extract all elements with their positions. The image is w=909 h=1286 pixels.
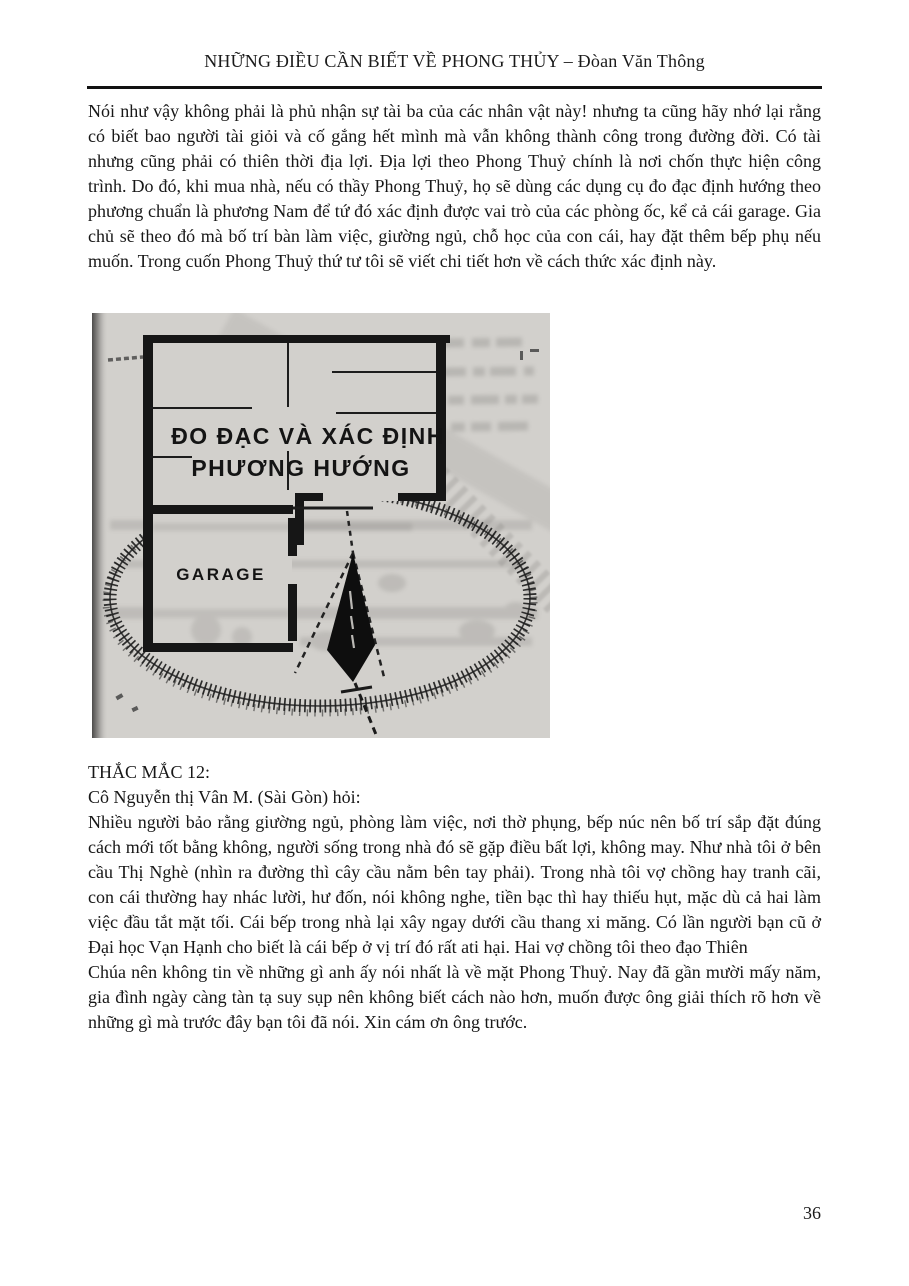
question-asker: Cô Nguyễn thị Vân M. (Sài Gòn) hỏi: xyxy=(88,787,361,807)
figure-title-line1: ĐO ĐẠC VÀ XÁC ĐỊNH xyxy=(171,423,445,449)
question-section xyxy=(88,760,821,1035)
figure-title-line2: PHƯƠNG HƯỚNG xyxy=(191,455,411,481)
question-heading: THẮC MẮC 12: xyxy=(88,762,211,782)
floorplan-compass-illustration xyxy=(92,313,550,738)
page-header-title: NHỮNG ĐIỀU CẦN BIẾT VỀ PHONG THỦY – Đòan Văn Thông xyxy=(204,51,705,71)
book-gutter-shadow xyxy=(92,313,108,738)
header-rule xyxy=(87,86,822,89)
intro-paragraph: Nói như vậy không phải là phủ nhận sự tài ba của các nhân vật này! nhưng ta cũng hãy nhớ lại rằng có biết bao người tài giỏi và cố gắng hết mình mà vẫn không thành công trong đường đời. Có tài nhưng cũng phải có thiên thời địa lợi. Địa lợi theo Phong Thuỷ chính là nơi chốn thực hiện công trình. Do đó, khi mua nhà, nếu có thầy Phong Thuỷ, họ sẽ dùng các dụng cụ đo đạc định hướng theo phương chuẩn là phương Nam để tứ đó xác định được vai trò của các phòng ốc, kể cả cái garage. Gia chủ sẽ theo đó mà bố trí bàn làm việc, giường ngủ, chỗ học của con cái, hay đặt thêm bếp phụ nếu muốn. Trong cuốn Phong Thuỷ thứ tư tôi sẽ viết chi tiết hơn về cách thức xác định này. xyxy=(88,101,821,271)
garage-label: GARAGE xyxy=(176,565,266,584)
compass-floorplan-figure xyxy=(92,313,550,738)
page-number: 36 xyxy=(803,1203,821,1223)
question-body-1: Nhiều người bảo rằng giường ngủ, phòng làm việc, nơi thờ phụng, bếp núc nên bố trí sắp đặt đúng cách mới tốt bằng không, người sống trong nhà đó sẽ gặp điều bất lợi, không may. Như nhà tôi ở bên cầu Thị Nghè (nhìn ra đường thì cây cầu nằm bên tay phải). Trong nhà tôi vợ chồng hay tranh cãi, con cái thường hay nhác lười, hư đốn, nói không nghe, tiền bạc thì hay thiếu hụt, mặc dù cả hai làm việc đầu tắt mặt tối. Cái bếp trong nhà lại xây ngay dưới cầu thang xi măng. Có lần người bạn cũ ở Đại học Vạn Hạnh cho biết là cái bếp ở vị trí đó rất ati hại. Hai vợ chồng tôi theo đạo Thiên xyxy=(88,812,821,957)
question-body-2: Chúa nên không tin về những gì anh ấy nói nhất là về mặt Phong Thuỷ. Nay đã gần mười mấy năm, gia đình ngày càng tàn tạ suy sụp nên không biết cách nào hơn, muốn được ông giải thích rõ hơn về những gì mà trước đây bạn tôi đã nói. Xin cám ơn ông trước. xyxy=(88,962,821,1032)
